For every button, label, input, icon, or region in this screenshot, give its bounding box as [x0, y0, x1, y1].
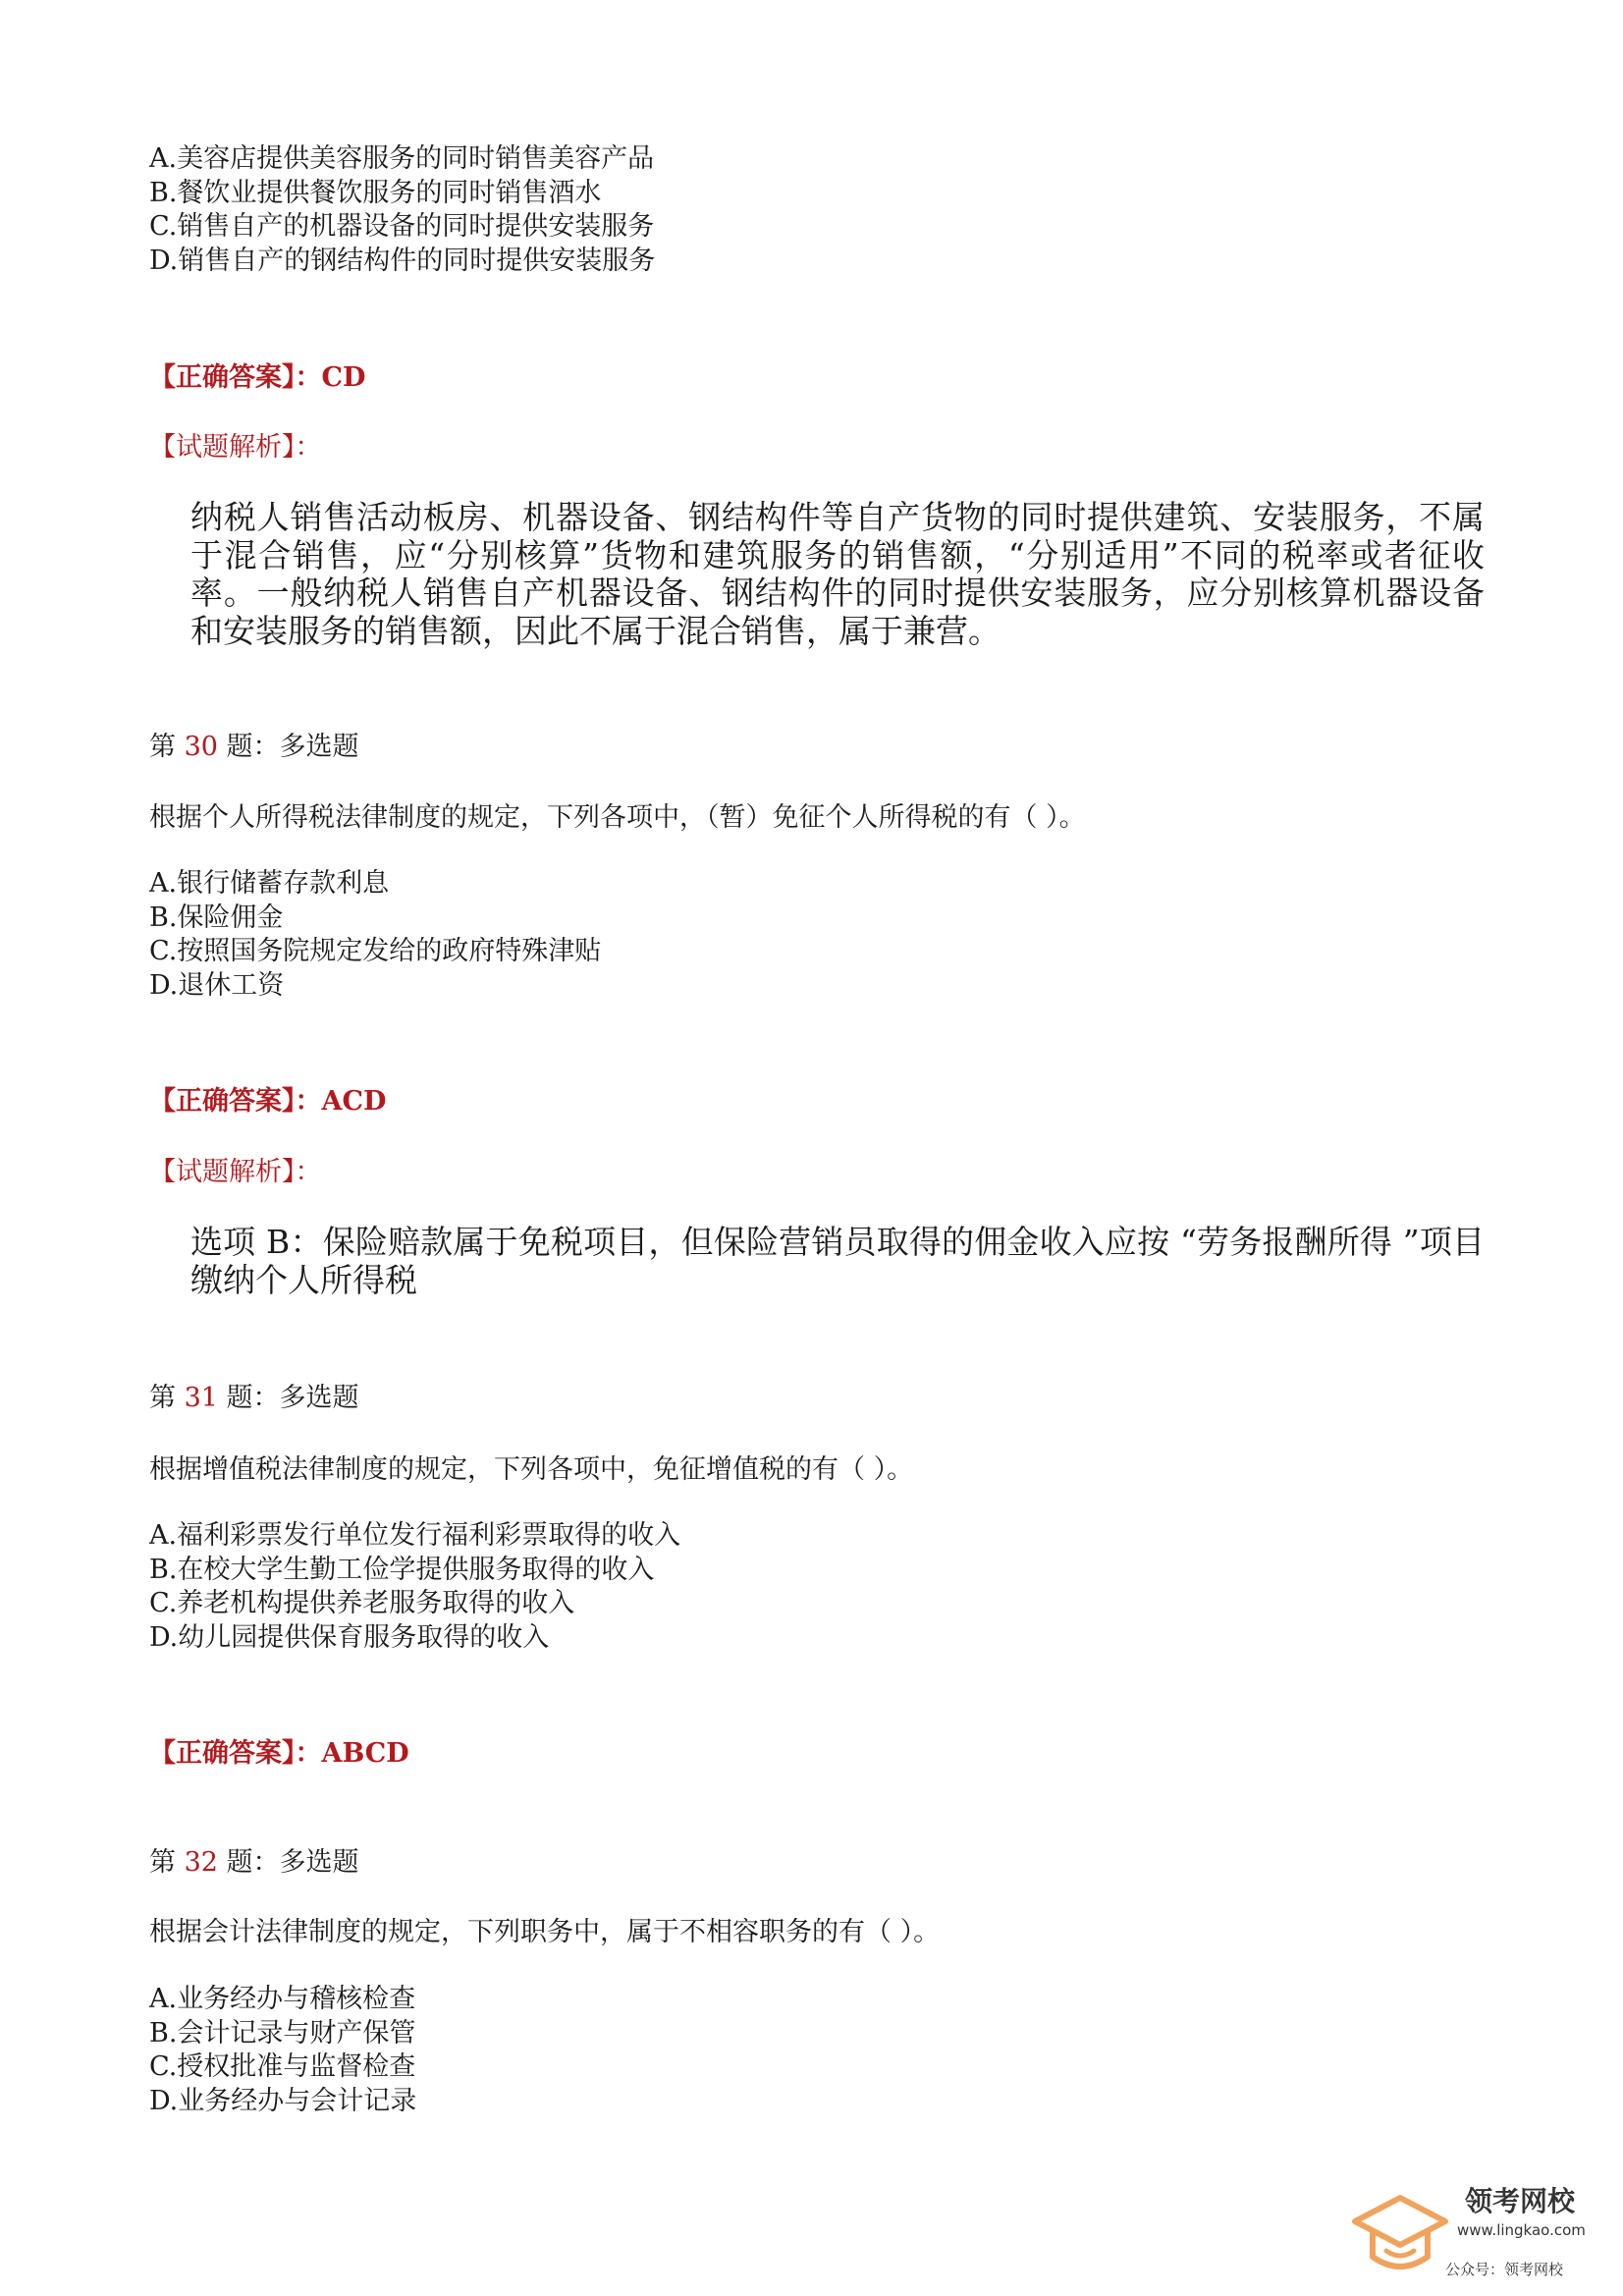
q30-question: 根据个人所得税法律制度的规定，下列各项中，（暂）免征个人所得税的有（ ）。: [149, 802, 1086, 833]
logo: [1347, 2178, 1612, 2294]
q29-analysis-text: 纳税人销售活动板房、机器设备、钢结构件等自产货物的同时提供建筑、安装服务，不属于混合销售，应“分别核算”货物和建筑服务的销售额，“分别适用”不同的税率或者征收率。一般纳税人销售自产机器设备、钢结构件的同时提供安装服务，应分别核算机器设备和安装服务的销售额，因此不属于混合销售，属于兼营。: [190, 498, 1485, 650]
graduation-cap-icon: [1347, 2178, 1455, 2294]
q32-number: 32: [184, 1847, 218, 1878]
q32-prefix: 第: [149, 1847, 176, 1878]
q30-type: 题：多选题: [226, 732, 359, 762]
q32-heading: [149, 1840, 359, 1879]
q31-question: 根据增值税法律制度的规定，下列各项中，免征增值税的有（ ）。: [149, 1454, 914, 1485]
q31-type: 题：多选题: [226, 1383, 359, 1413]
q30-option-b: B.保险佣金: [149, 902, 284, 933]
q30-number: 30: [184, 732, 218, 762]
q30-option-d: D.退休工资: [149, 969, 285, 1001]
q31-option-c: C.养老机构提供养老服务取得的收入: [149, 1588, 575, 1618]
q32-options: [149, 1983, 416, 2118]
q31-options: [149, 1519, 680, 1655]
logo-name: 领考网校: [1465, 2185, 1576, 2217]
q30-option-a: A.银行储蓄存款利息: [149, 868, 390, 899]
logo-wechat: 公众号：领考网校: [1445, 2261, 1564, 2278]
q30-analysis-label: 【试题解析】：: [149, 1157, 322, 1187]
q31-number: 31: [184, 1383, 218, 1413]
q31-option-d: D.幼儿园提供保育服务取得的收入: [149, 1621, 550, 1653]
q30-option-c: C.按照国务院规定发给的政府特殊津贴: [149, 936, 602, 966]
q29-options: [149, 142, 655, 278]
q31-answer: 【正确答案】：ABCD: [149, 1738, 409, 1769]
q31-heading: [149, 1376, 359, 1414]
q30-prefix: 第: [149, 732, 176, 762]
q32-option-a: A.业务经办与稽核检查: [149, 1984, 416, 2014]
q32-question: 根据会计法律制度的规定，下列职务中，属于不相容职务的有（ ）。: [149, 1917, 941, 1947]
q29-option-c: C.销售自产的机器设备的同时提供安装服务: [149, 211, 655, 242]
q29-option-a: A.美容店提供美容服务的同时销售美容产品: [149, 143, 655, 174]
q32-option-d: D.业务经办与会计记录: [149, 2085, 417, 2116]
logo-url: www.lingkao.com: [1457, 2221, 1586, 2239]
q30-options: [149, 867, 601, 1003]
q31-prefix: 第: [149, 1383, 176, 1413]
q30-analysis-text: 选项 B：保险赔款属于免税项目，但保险营销员取得的佣金收入应按 “劳务报酬所得 ”项目缴纳个人所得税: [190, 1223, 1485, 1299]
q32-option-c: C.授权批准与监督检查: [149, 2051, 416, 2082]
q32-type: 题：多选题: [226, 1847, 359, 1878]
q30-heading: [149, 725, 359, 763]
q30-answer: 【正确答案】：ACD: [149, 1086, 387, 1117]
q32-option-b: B.会计记录与财产保管: [149, 2017, 416, 2049]
q29-option-b: B.餐饮业提供餐饮服务的同时销售酒水: [149, 177, 602, 208]
q29-answer: 【正确答案】：CD: [149, 362, 366, 393]
q31-option-b: B.在校大学生勤工俭学提供服务取得的收入: [149, 1554, 655, 1585]
q29-option-d: D.销售自产的钢结构件的同时提供安装服务: [149, 245, 656, 276]
q31-option-a: A.福利彩票发行单位发行福利彩票取得的收入: [149, 1520, 681, 1551]
q29-analysis-label: 【试题解析】：: [149, 432, 322, 463]
